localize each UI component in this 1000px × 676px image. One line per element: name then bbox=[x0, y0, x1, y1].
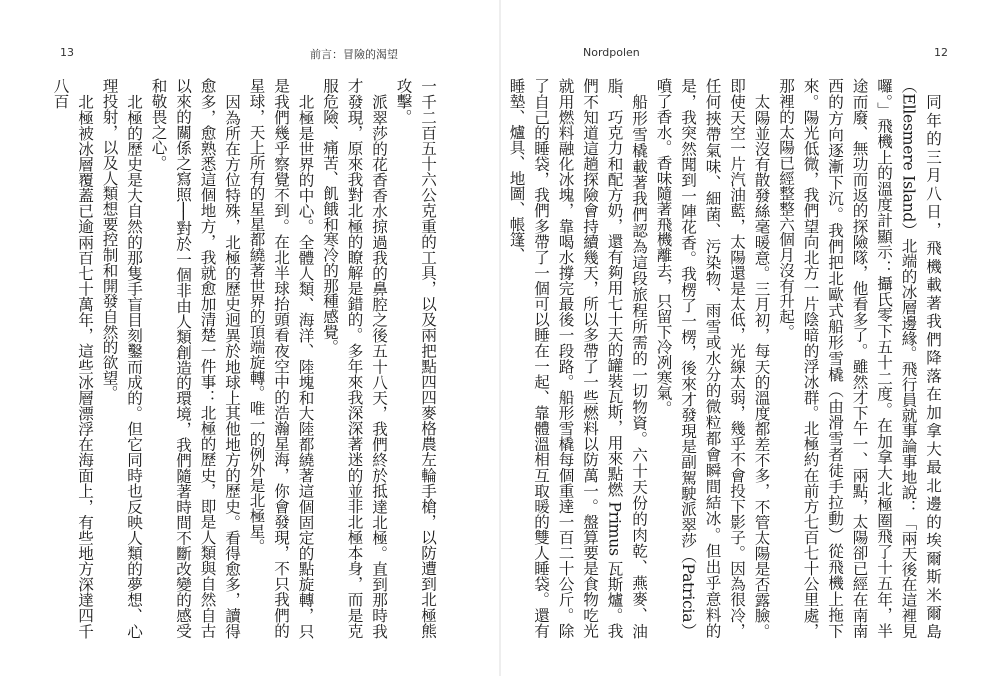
paragraph: 北極被冰層覆蓋已逾兩百七十萬年，這些冰層漂浮在海面上，有些地方深達四千八百 bbox=[51, 78, 94, 638]
paragraph: 一千二百五十六公克重的工具，以及兩把點四四麥格農左輪手槍，以防遭到北極熊攻擊。 bbox=[394, 78, 437, 638]
running-header: Nordpolen bbox=[583, 46, 640, 59]
paragraph: 派翠莎的花香香水掠過我的鼻腔之後五十八天，我們終於抵達北極。直到那時我才發現，原來我對北極的瞭解是錯的。多年來我深深著迷的並非北極本身，而是克服危險、痛苦、飢餓和寒冷的那種感覺。 bbox=[321, 78, 388, 638]
page-number: 12 bbox=[934, 46, 948, 59]
paragraph: 太陽並沒有散發絲毫暖意。三月初，每天的溫度都差不多，不管太陽是否露臉。即使天空一片汽油藍，太陽還是太低，光線太弱，幾乎不會投下影子。因為很冷，任何挾帶氣味、細菌、污染物、雨雪或水分的微粒都會瞬間結冰。但出乎意料的是，我突然聞到一陣花香。我楞了一楞，後來才發現是副駕駛派翠莎（Patricia）噴了香水。香味隨著飛機離去，只留下冷冽寒氣。 bbox=[654, 78, 771, 638]
body-text bbox=[40, 78, 440, 638]
paragraph: 同年的三月八日，飛機載著我們降落在加拿大最北邊的埃爾斯米爾島（Ellesmere Island）北端的冰層邊緣。飛行員就事論事地說：「兩天後在這裡見囉。」飛機上的溫度計顯示：攝氏零下五十二度。在加拿大北極圈飛了十五年，半途而廢、無功而返的探險隊，他看多了。雖然才下午一、兩點，太陽卻已經在南南西的方向逐漸下沉。我們把北歐式船形雪橇（由滑雪者徒手拉動）從飛機上拖下來。陽光低微，我們望向北方一片陰暗的浮冰群。北極約在前方七百七十公里處，那裡的太陽已經整整六個月沒有升起。 bbox=[777, 78, 942, 638]
right-page bbox=[500, 0, 1000, 676]
page-number: 13 bbox=[60, 46, 74, 59]
paragraph: 因為所在方位特殊，北極的歷史迥異於地球上其他地方的歷史。看得愈多，讀得愈多，愈熟悉這個地方，我就愈加清楚一件事：北極的歷史，即是人類與自然自古以來的關係之寫照──對於一個非由人類創造的環境，我們隨著時間不斷改變的感受和敬畏之心。 bbox=[149, 78, 241, 638]
paragraph: 北極是世界的中心。全體人類、海洋、陸塊和大陸都繞著這個固定的點旋轉，只是我們幾乎察覺不到。在北半球抬頭看夜空中的浩瀚星海，你會發現，不只我們的星球，天上所有的星星都繞著世界的頂端旋轉。唯一的例外是北極星。 bbox=[247, 78, 315, 638]
body-text bbox=[507, 78, 945, 638]
paragraph: 船形雪橇載著我們認為這段旅程所需的一切物資。六十天份的肉乾、燕麥、油脂、巧克力和配方奶，還有夠用七十天的罐裝瓦斯，用來點燃 Primus 瓦斯爐。我們不知道這趟探險會持續幾天，所以多帶了一些燃料以防萬一。盤算要是食物吃光就用燃料融化冰塊，靠喝水撐完最後一段路。船形雪橇每個重達一百二十公斤。除了自己的睡袋，我們多帶了一個可以睡在一起、靠體溫相互取暖的雙人睡袋。還有睡墊、爐具、地圖、帳篷、 bbox=[507, 78, 648, 638]
running-header: 前言：冒險的渴望 bbox=[310, 48, 398, 61]
paragraph: 北極的歷史是大自然的那隻手盲目刻鑿而成的。但它同時也反映人類的夢想、心理投射，以及人類想要控制和開發自然的欲望。 bbox=[100, 78, 143, 638]
